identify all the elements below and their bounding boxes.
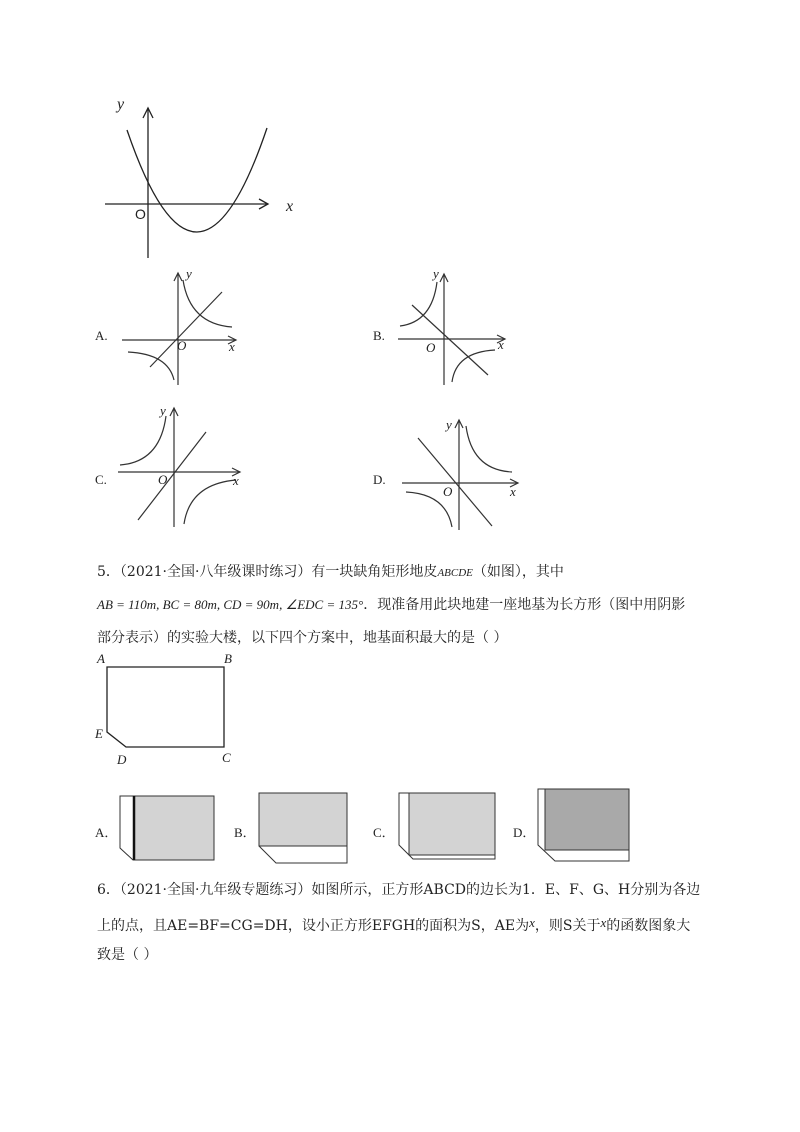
axis-origin-label: O (158, 472, 168, 487)
vertex-b-label: B (224, 651, 232, 666)
axis-y-label: y (160, 403, 166, 418)
axis-y-label: y (446, 417, 452, 432)
option-letter: A. (95, 328, 108, 343)
vertex-d-label: D (117, 752, 127, 767)
axis-origin-label: O (177, 338, 187, 353)
q6-line1: 6．（2021·全国·九年级专题练习）如图所示，正方形ABCD的边长为1．E、F、G、H分别为各边 (97, 882, 701, 898)
q5-line1: 5．（2021·全国·八年级课时练习）有一块缺角矩形地皮ABCDE（如图），其中 (97, 564, 564, 580)
shape-name: ABCDE (437, 567, 473, 579)
axis-y-label: y (433, 266, 439, 281)
given-values: AB = 110m, BC = 80m, CD = 90m, ∠EDC = 135° (97, 597, 364, 612)
axis-x-label: x (229, 339, 235, 354)
option-letter: B. (373, 328, 385, 343)
axis-x-label: x (233, 473, 239, 488)
option-letter: D． (513, 825, 536, 840)
option-letter: A． (95, 825, 118, 840)
variable-x: x (529, 915, 535, 930)
y-label: y (117, 96, 125, 113)
option-letter: B． (234, 825, 256, 840)
origin-label: O (135, 206, 146, 222)
option-letter: C． (373, 825, 395, 840)
axis-x-label: x (498, 337, 504, 352)
axis-origin-label: O (426, 340, 436, 355)
axis-origin-label: O (443, 484, 453, 499)
vertex-c-label: C (222, 750, 231, 765)
variable-x: x (600, 915, 607, 930)
vertex-a-label: A (97, 651, 105, 666)
option-letter: D. (373, 472, 386, 487)
q5-line3: 部分表示）的实验大楼，以下四个方案中，地基面积最大的是（ ） (97, 630, 508, 646)
x-label: x (286, 198, 294, 215)
q6-line3: 致是（ ） (97, 947, 158, 963)
axis-x-label: x (510, 484, 516, 499)
vertex-e-label: E (95, 726, 103, 741)
q6-line2: 上的点，且AE=BF=CG=DH，设小正方形EFGH的面积为S，AE为x，则S关于x的函数图象大 (97, 915, 691, 934)
option-letter: C. (95, 472, 107, 487)
q5-line2: AB = 110m, BC = 80m, CD = 90m, ∠EDC = 135°．现准备用此块地建一座地基为长方形（图中用阴影 (97, 597, 686, 613)
axis-y-label: y (186, 266, 192, 281)
